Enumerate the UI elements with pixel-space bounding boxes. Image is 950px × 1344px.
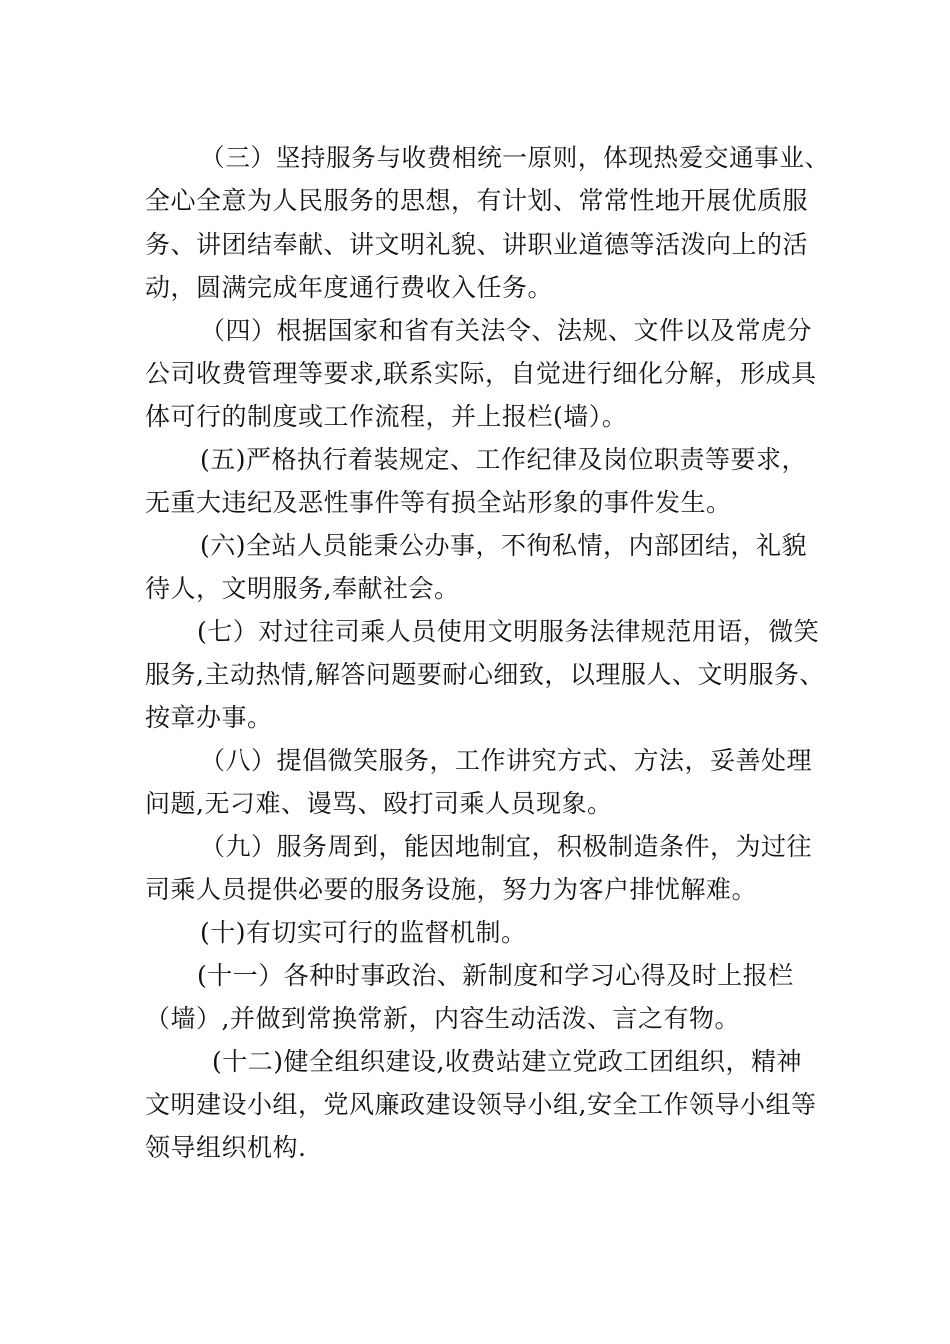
text-line: 待人，文明服务,奉献社会。 (145, 574, 460, 603)
text-line: 全心全意为人民服务的思想，有计划、常常性地开展优质服 (145, 186, 809, 215)
text-line: 按章办事。 (145, 703, 273, 732)
text-line: 体可行的制度或工作流程，并上报栏(墙）。 (145, 402, 628, 431)
text-line: 公司收费管理等要求,联系实际，自觉进行细化分解，形成具 (145, 359, 817, 388)
text-line: （八）提倡微笑服务，工作讲究方式、方法，妥善处理 (200, 746, 813, 775)
text-line: 问题,无刁难、谩骂、殴打司乘人员现象。 (145, 789, 613, 818)
text-line: （三）坚持服务与收费相统一原则，体现热爱交通事业、 (200, 143, 830, 172)
text-line: (六)全站人员能秉公办事，不徇私情，内部团结，礼貌 (200, 531, 808, 560)
text-line: 务、讲团结奉献、讲文明礼貌、讲职业道德等活泼向上的活 (145, 230, 809, 259)
text-line: (十一）各种时事政治、新制度和学习心得及时上报栏 (197, 961, 794, 990)
text-line: 司乘人员提供必要的服务设施，努力为客户排忧解难。 (145, 875, 758, 904)
text-line: (五)严格执行着装规定、工作纪律及岗位职责等要求， (200, 445, 808, 474)
text-line: 动，圆满完成年度通行费收入任务。 (145, 273, 554, 302)
text-line: （九）服务周到，能因地制宜，积极制造条件，为过往 (200, 832, 813, 861)
text-line: (十)有切实可行的监督机制。 (200, 918, 527, 947)
text-line: 无重大违纪及恶性事件等有损全站形象的事件发生。 (145, 488, 732, 517)
text-line: （墙）,并做到常换常新，内容生动活泼、言之有物。 (145, 1004, 740, 1033)
text-line: 服务,主动热情,解答问题要耐心细致，以理服人、文明服务、 (145, 660, 825, 689)
text-line: 文明建设小组，党风廉政建设领导小组,安全工作领导小组等 (145, 1090, 817, 1119)
text-line: (七）对过往司乘人员使用文明服务法律规范用语，微笑 (197, 617, 820, 646)
text-line: （四）根据国家和省有关法令、法规、文件以及常虎分 (200, 316, 813, 345)
text-line: (十二)健全组织建设,收费站建立党政工团组织，精神 (212, 1047, 802, 1076)
text-line: 领导组织机构. (145, 1133, 307, 1162)
